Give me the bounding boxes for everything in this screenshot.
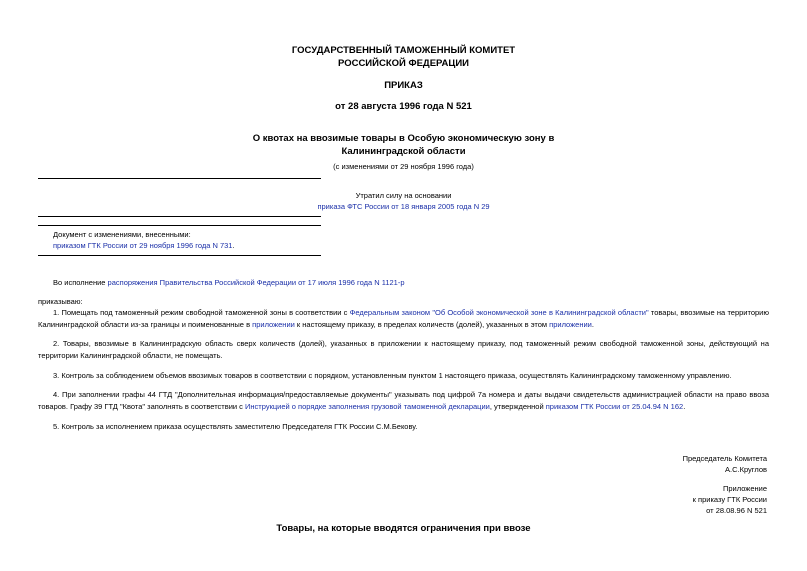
signature-block xyxy=(683,453,767,475)
amendments-suffix: . xyxy=(232,241,235,250)
separator-line xyxy=(38,178,321,179)
gtk-order-162-link[interactable]: приказом ГТК России от 25.04.94 N 162 xyxy=(545,402,684,411)
invalidated-block xyxy=(0,190,807,212)
amendments-block xyxy=(53,229,235,251)
org-line-2: РОССИЙСКОЙ ФЕДЕРАЦИИ xyxy=(337,58,469,69)
point-4-text: . xyxy=(683,402,686,411)
order-word: приказываю: xyxy=(38,297,83,306)
point-1-text: . xyxy=(591,320,594,329)
point-1-text: товары, ввозимые на территорию Калининградской области из-за границы и поименованные в xyxy=(38,308,770,329)
document-title xyxy=(0,132,807,158)
separator-line xyxy=(38,255,321,256)
point-4 xyxy=(38,389,769,413)
preamble xyxy=(53,277,769,289)
separator-line xyxy=(38,216,321,217)
document-date-number: от 28 августа 1996 года N 521 xyxy=(335,101,472,112)
appendix-link[interactable]: приложении xyxy=(549,320,592,329)
signature-name: А.С.Круглов xyxy=(725,465,767,474)
goods-title: Товары, на которые вводятся ограничения при ввозе xyxy=(276,523,531,534)
document-type: ПРИКАЗ xyxy=(384,80,423,91)
appendix-link[interactable]: приложении xyxy=(252,320,295,329)
point-1 xyxy=(38,307,769,331)
amendments-text: Документ с изменениями, внесенными: xyxy=(53,230,191,239)
organization-name xyxy=(0,44,807,70)
invalidated-link[interactable]: приказа ФТС России от 18 января 2005 года N 29 xyxy=(317,202,490,211)
point-3: 3. Контроль за соблюдением объемов ввозимых товаров в соответствии с порядком, установленным пунктом 1 настоящего приказа, осуществлять Калининградскому таможенному управлению. xyxy=(53,371,732,380)
separator-line xyxy=(38,225,321,226)
org-line-1: ГОСУДАРСТВЕННЫЙ ТАМОЖЕННЫЙ КОМИТЕТ xyxy=(291,45,516,56)
point-1-text: 1. Помещать под таможенный режим свободной таможенной зоны в соответствии с xyxy=(53,308,350,317)
title-line-2: Калининградской области xyxy=(341,146,466,157)
amendments-link[interactable]: приказом ГТК России от 29 ноября 1996 года N 731 xyxy=(53,241,233,250)
changes-note: (с изменениями от 29 ноября 1996 года) xyxy=(333,162,474,171)
point-4-text: , утвержденной xyxy=(489,402,546,411)
appendix-block xyxy=(693,483,767,516)
title-line-1: О квотах на ввозимые товары в Особую экономическую зону в xyxy=(252,133,555,144)
federal-law-link[interactable]: Федеральным законом "Об Особой экономической зоне в Калининградской области" xyxy=(349,308,649,317)
point-5: 5. Контроль за исполнением приказа осуществлять заместителю Председателя ГТК России С.М.Бекову. xyxy=(53,422,418,431)
preamble-prefix: Во исполнение xyxy=(53,278,108,287)
invalidated-text: Утратил силу на основании xyxy=(355,191,452,200)
gtd-instruction-link[interactable]: Инструкцией о порядке заполнения грузовой таможенной декларации xyxy=(245,402,490,411)
point-2: 2. Товары, ввозимые в Калининградскую область сверх количеств (долей), указанных в приложении к настоящему приказу, под таможенный режим свободной таможенной зоны, действующий на территории Калининградской области, не помещать. xyxy=(38,339,769,360)
appendix-line-2: к приказу ГТК России xyxy=(692,495,767,504)
appendix-line-3: от 28.08.96 N 521 xyxy=(706,506,767,515)
appendix-line-1: Приложение xyxy=(723,484,767,493)
preamble-link[interactable]: распоряжения Правительства Российской Федерации от 17 июля 1996 года N 1121-р xyxy=(107,278,405,287)
signature-position: Председатель Комитета xyxy=(682,454,767,463)
point-4-text: 4. При заполнении графы 44 ГТД "Дополнительная информация/предоставляемые документы" указывать под цифрой 7а номера и даты выдачи свидетельств администрацией области на право ввоза товаров. Графу 39 ГТД "Квота" заполнять в соответствии с xyxy=(38,390,769,411)
point-1-text: к настоящему приказу, в пределах количеств (долей), указанных в этом xyxy=(294,320,550,329)
